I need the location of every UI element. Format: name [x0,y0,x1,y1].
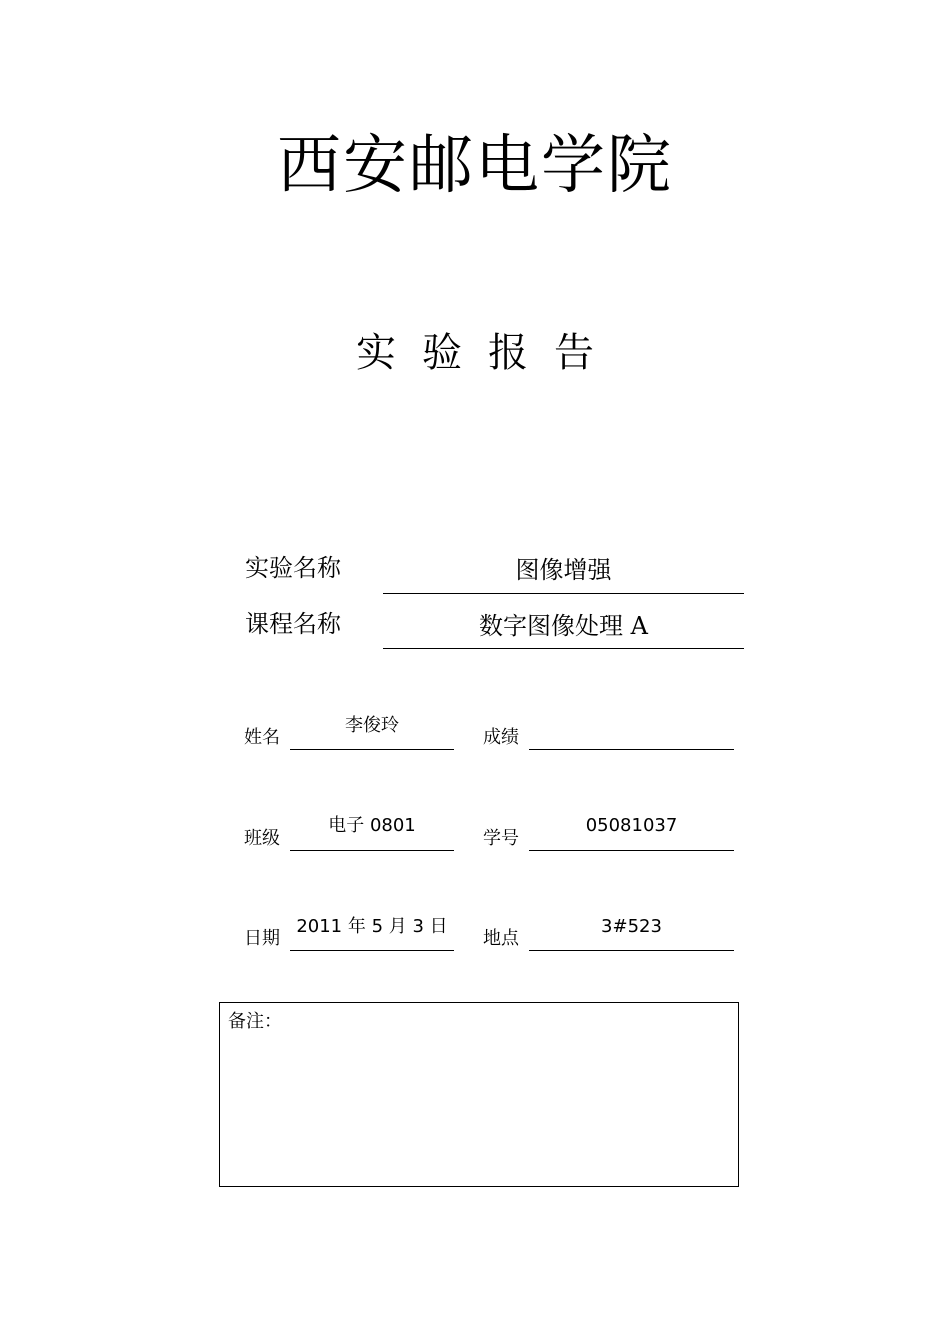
course-name-value-suffix: A [630,612,648,640]
date-underline [290,950,454,951]
class-underline [290,850,454,851]
student-id-value: 05081037 [585,815,678,836]
experiment-name-value: 图像增强 [515,556,612,584]
school-name: 西安邮电学院 [277,129,673,203]
location-underline [529,950,734,951]
location-value: 3#523 [601,916,662,937]
student-id-underline [529,850,734,851]
experiment-name-underline [383,593,744,594]
class-value: 电子 0801 [328,815,416,836]
date-label: 日期 [244,928,280,949]
grade-underline [529,749,734,750]
report-title: 实验报告 [356,330,620,376]
course-name-value-cn: 数字图像处理 [479,612,623,640]
experiment-name-label: 实验名称 [245,554,341,582]
class-label: 班级 [244,828,280,849]
name-label: 姓名 [244,727,280,748]
date-value: 2011 年 5 月 3 日 [296,916,448,937]
name-underline [290,749,454,750]
course-name-value [383,611,744,641]
grade-label: 成绩 [483,727,519,748]
student-id-label: 学号 [483,828,519,849]
remarks-label: 备注： [228,1011,282,1032]
course-name-underline [383,648,744,649]
location-label: 地点 [483,928,519,949]
remarks-box [219,1002,739,1187]
name-value: 李俊玲 [345,715,399,736]
course-name-label: 课程名称 [245,610,341,638]
